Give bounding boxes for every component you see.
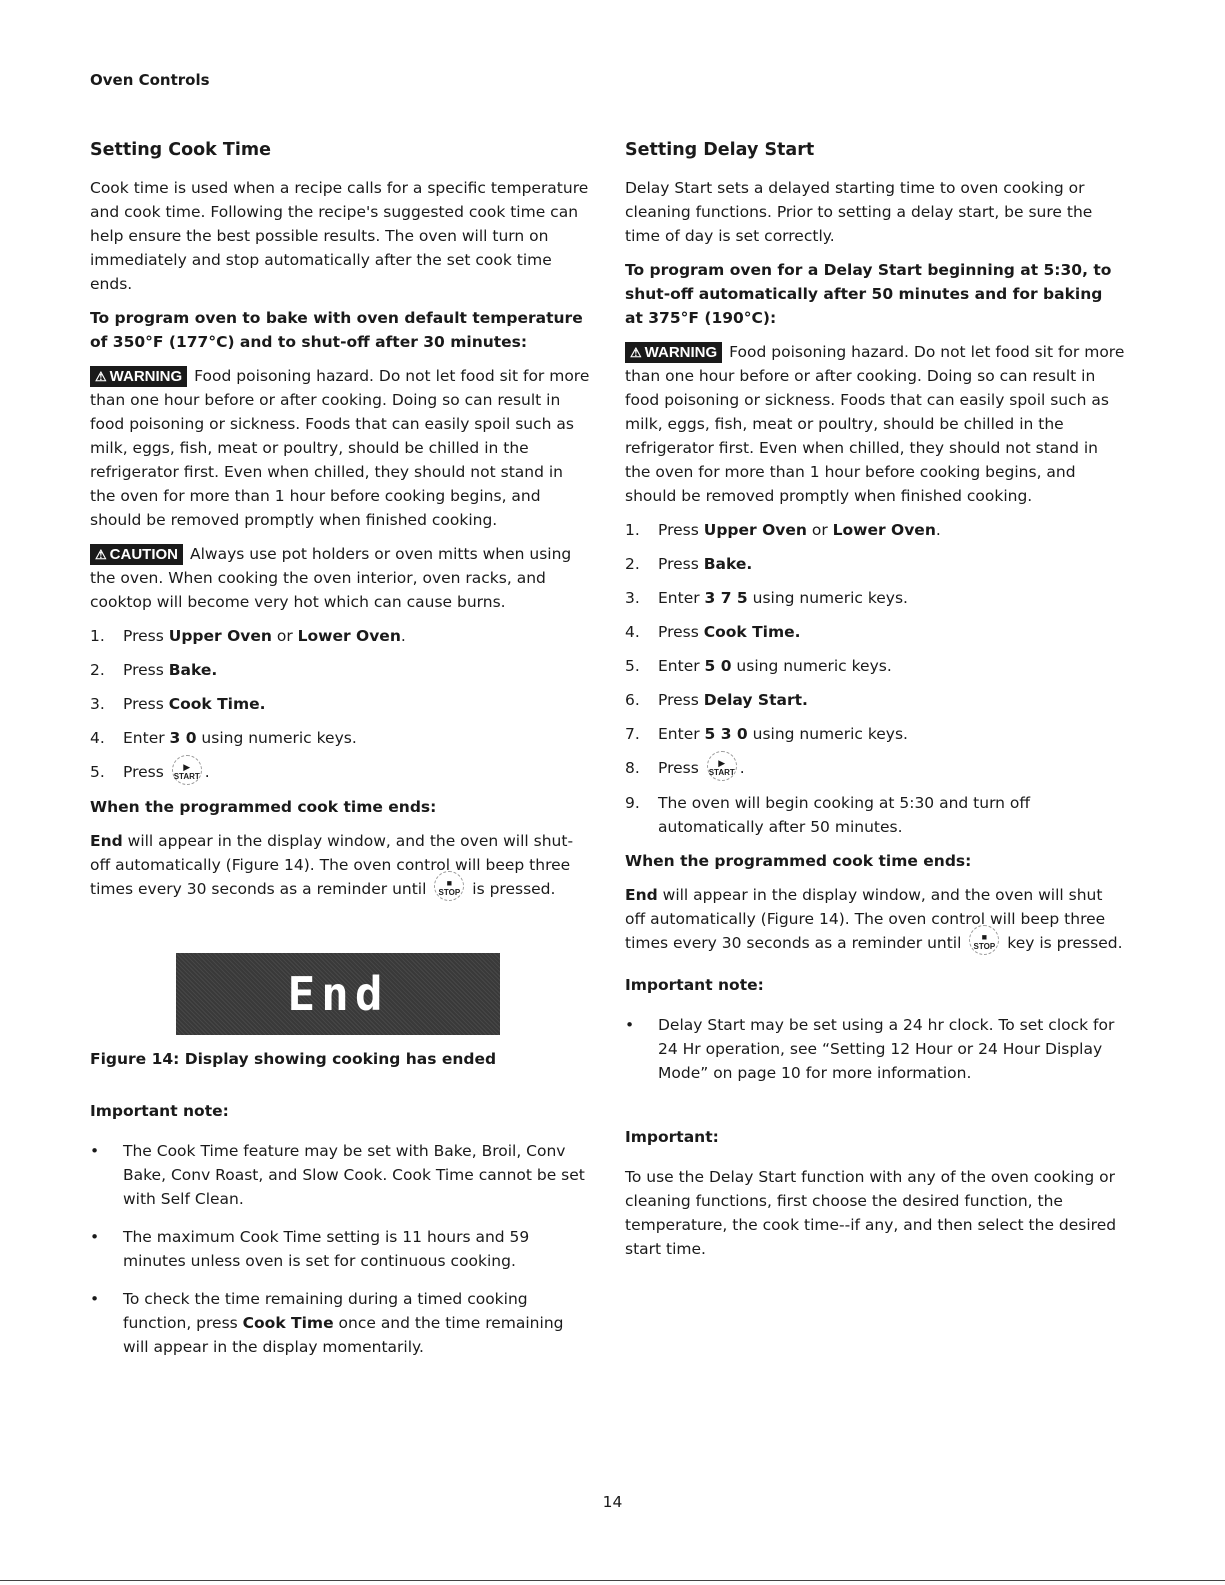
warning-paragraph xyxy=(90,364,590,532)
end-paragraph: End will appear in the display window, and the oven will shut-off automatically (Figure 14). The oven control will beep three times every 30 seconds as a reminder until ■ STOP is pressed. xyxy=(90,829,590,902)
delay-start-lead: To program oven for a Delay Start beginning at 5:30, to shut-off automatically after 50 minutes and for baking at 375°F (190°C): xyxy=(625,261,1112,327)
caution-badge: ⚠ CAUTION xyxy=(90,544,183,565)
cook-time-steps xyxy=(90,624,590,785)
delay-start-title: Setting Delay Start xyxy=(625,140,815,160)
important-note-title: Important note: xyxy=(625,976,764,994)
note-item: • The maximum Cook Time setting is 11 hours and 59 minutes unless oven is set for continuous cooking. xyxy=(90,1228,530,1270)
note-item: • Delay Start may be set using a 24 hr clock. To set clock for 24 Hr operation, see “Setting 12 Hour or 24 Hour Display Mode” on page 10 for more information. xyxy=(625,1016,1115,1082)
caution-paragraph xyxy=(90,542,590,614)
warning-text: Food poisoning hazard. Do not let food sit for more than one hour before or after cooking. Doing so can result in food poisoning or sickness. Foods that can easily spoil such as milk, eggs, fish, meat or poultry, should be chilled in the refrigerator first. Even when chilled, they should not stand in the oven for more than 1 hour before cooking begins, and should be removed promptly when finished cooking. xyxy=(625,343,1125,505)
section-header: Oven Controls xyxy=(90,71,210,89)
end-heading: When the programmed cook time ends: xyxy=(90,797,437,816)
step-item: 1. Press Upper Oven or Lower Oven. xyxy=(90,627,406,645)
important-note-title: Important note: xyxy=(90,1102,229,1120)
oven-display-figure xyxy=(176,953,500,1035)
page-bottom-rule xyxy=(0,1580,1225,1581)
important-text: To use the Delay Start function with any of the oven cooking or cleaning functions, first choose the desired function, the temperature, the cook time--if any, and then select the desired start time. xyxy=(625,1168,1117,1258)
step-item: 9. The oven will begin cooking at 5:30 and turn off automatically after 50 minutes. xyxy=(625,793,1031,836)
caution-text: Always use pot holders or oven mitts when using the oven. When cooking the oven interior, oven racks, and cooktop will become very hot which can cause burns. xyxy=(90,545,572,611)
note-item: • The Cook Time feature may be set with Bake, Broil, Conv Bake, Conv Roast, and Slow Cook. Cook Time cannot be set with Self Clean. xyxy=(90,1142,585,1208)
start-key-icon: ▶ START xyxy=(172,755,202,785)
start-key-icon: ▶ START xyxy=(707,751,737,781)
step-item: 8. Press ▶ START . xyxy=(625,756,1125,781)
delay-start-intro: Delay Start sets a delayed starting time to oven cooking or cleaning functions. Prior to setting a delay start, be sure the time of day is set correctly. xyxy=(625,179,1093,245)
warning-text: Food poisoning hazard. Do not let food sit for more than one hour before or after cooking. Doing so can result in food poisoning or sickness. Foods that can easily spoil such as milk, eggs, fish, meat or poultry, should be chilled in the refrigerator first. Even when chilled, they should not stand in the oven for more than 1 hour before cooking begins, and should be removed promptly when finished cooking. xyxy=(90,367,590,529)
stop-key-icon: ■ STOP xyxy=(969,925,999,955)
step-item: 5. Enter 5 0 using numeric keys. xyxy=(625,657,892,675)
step-item: 5. Press ▶ START . xyxy=(90,760,590,785)
warning-badge: ⚠ WARNING xyxy=(625,342,722,363)
right-column xyxy=(625,136,1125,1271)
end-paragraph: End will appear in the display window, and the oven will shut off automatically (Figure 14). The oven control will beep three times every 30 seconds as a reminder until ■ STOP key is pressed. xyxy=(625,883,1125,956)
important-notes-list xyxy=(625,1013,1125,1085)
step-item: 2. Press Bake. xyxy=(625,555,753,573)
step-item: 4. Enter 3 0 using numeric keys. xyxy=(90,729,357,747)
step-item: 4. Press Cook Time. xyxy=(625,623,801,641)
left-column xyxy=(90,136,590,1373)
end-heading: When the programmed cook time ends: xyxy=(625,851,972,870)
warning-icon: ⚠ xyxy=(630,345,642,360)
step-item: 3. Enter 3 7 5 using numeric keys. xyxy=(625,589,908,607)
step-item: 2. Press Bake. xyxy=(90,661,218,679)
figure-caption: Figure 14: Display showing cooking has ended xyxy=(90,1050,497,1068)
note-item: • To check the time remaining during a timed cooking function, press Cook Time once and the time remaining will appear in the display momentarily. xyxy=(90,1290,564,1356)
warning-badge: ⚠ WARNING xyxy=(90,366,187,387)
cook-time-lead: To program oven to bake with oven default temperature of 350°F (177°C) and to shut-off after 30 minutes: xyxy=(90,309,583,351)
step-item: 7. Enter 5 3 0 using numeric keys. xyxy=(625,725,908,743)
stop-key-icon: ■ STOP xyxy=(434,871,464,901)
cook-time-title: Setting Cook Time xyxy=(90,140,271,160)
warning-icon: ⚠ xyxy=(95,369,107,384)
warning-paragraph xyxy=(625,340,1125,508)
cook-time-intro: Cook time is used when a recipe calls for a specific temperature and cook time. Following the recipe's suggested cook time can help ensure the best possible results. The oven will turn on immediately and stop automatically after the set cook time ends. xyxy=(90,179,589,293)
important-notes-list xyxy=(90,1139,590,1359)
delay-start-steps xyxy=(625,518,1125,839)
step-item: 1. Press Upper Oven or Lower Oven. xyxy=(625,521,941,539)
step-item: 3. Press Cook Time. xyxy=(90,695,266,713)
display-readout: End xyxy=(287,967,389,1021)
page-number: 14 xyxy=(602,1493,623,1511)
important-title: Important: xyxy=(625,1128,719,1146)
step-item: 6. Press Delay Start. xyxy=(625,691,808,709)
warning-icon: ⚠ xyxy=(95,547,107,562)
